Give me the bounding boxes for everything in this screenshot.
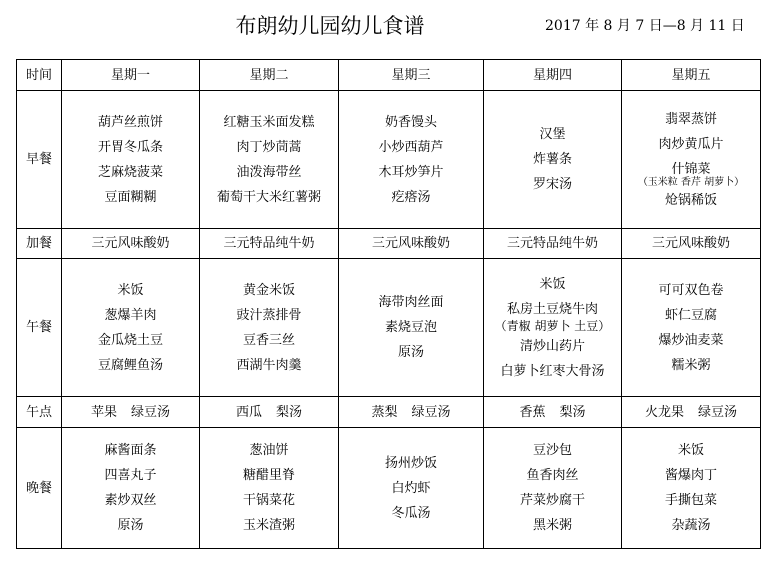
dish: 虾仁豆腐 (664, 307, 717, 323)
dish: 葡萄干大米红薯粥 (216, 189, 321, 205)
menu-cell (622, 259, 761, 397)
menu-cell (200, 91, 339, 229)
menu-cell: 三元特品纯牛奶 (200, 229, 339, 259)
day-header: 星期三 (339, 60, 484, 91)
dish: 黄金米饭 (242, 282, 295, 298)
dish: 手撕包菜 (664, 493, 717, 508)
dish: 汉堡 (539, 127, 566, 142)
dish: 红糖玉米面发糕 (223, 114, 315, 130)
menu-cell: 三元风味酸奶 (622, 229, 761, 259)
menu-cell (484, 259, 622, 397)
dish: 米饭 (539, 276, 566, 292)
menu-cell (200, 428, 339, 549)
dish: 清炒山药片 (519, 338, 585, 354)
menu-cell (339, 91, 484, 229)
dish: 木耳炒笋片 (378, 164, 444, 180)
dish: 米饭 (677, 443, 704, 458)
menu-cell (200, 397, 339, 428)
dish: 酱爆肉丁 (664, 468, 717, 483)
menu-cell (622, 91, 761, 229)
dish: 白灼虾 (391, 480, 431, 496)
menu-cell (62, 397, 200, 428)
menu-cell (62, 428, 200, 549)
dish: 米饭 (117, 282, 144, 298)
dish: 什锦菜 (671, 161, 711, 177)
dish: 扬州炒饭 (384, 455, 437, 471)
dish: 可可双色卷 (658, 282, 724, 298)
dish: 糯米粥 (671, 357, 711, 373)
dish: 素烧豆泡 (384, 320, 437, 335)
dish: 炸薯条 (532, 152, 572, 167)
dish: 黑米粥 (532, 518, 572, 533)
table-row (17, 259, 761, 397)
menu-cell (62, 259, 200, 397)
dish: 翡翠蒸饼 (664, 111, 717, 127)
page-title: 布朗幼儿园幼儿食谱 (235, 14, 425, 38)
menu-cell (484, 428, 622, 549)
dish: 私房土豆烧牛肉 (506, 301, 598, 317)
menu-cell (339, 259, 484, 397)
dish: 原汤 (397, 345, 424, 360)
dish: 干锅菜花 (242, 493, 295, 508)
dish: 蒸梨 (371, 404, 398, 420)
day-header: 星期四 (484, 60, 622, 91)
dish: 麻酱面条 (104, 443, 157, 458)
table-header-row (17, 60, 761, 91)
dish: 苹果 (90, 404, 117, 420)
table-row (17, 229, 761, 259)
dish: 西湖牛肉羹 (236, 357, 302, 373)
dish: 豆腐鲤鱼汤 (97, 357, 163, 373)
dish: 奶香馒头 (384, 114, 437, 130)
menu-cell (200, 259, 339, 397)
table-row (17, 428, 761, 549)
dish-ingredients-note: （玉米粒 香芹 胡萝卜） (637, 176, 745, 188)
menu-cell: 三元风味酸奶 (339, 229, 484, 259)
dish-ingredients-note: （青椒 胡萝卜 土豆） (494, 318, 611, 333)
menu-date-range: 2017 年 8 月 7 日—8 月 11 日 (545, 18, 745, 34)
dish: 玉米渣粥 (242, 518, 295, 533)
dish: 芹菜炒腐干 (519, 493, 585, 508)
meal-label: 晚餐 (17, 428, 62, 549)
dish: 豉汁蒸排骨 (236, 307, 302, 323)
dish: 原汤 (117, 518, 144, 533)
meal-label: 加餐 (17, 229, 62, 259)
dish: 金瓜烧土豆 (97, 332, 163, 348)
menu-cell (339, 397, 484, 428)
menu-table (16, 59, 761, 549)
dish: 豆面糊糊 (104, 189, 157, 205)
dish: 葫芦丝煎饼 (97, 114, 163, 130)
dish: 炝锅稀饭 (664, 192, 717, 208)
menu-cell (484, 397, 622, 428)
dish: 糖醋里脊 (242, 468, 295, 483)
menu-cell (622, 428, 761, 549)
menu-cell: 三元特品纯牛奶 (484, 229, 622, 259)
dish: 素炒双丝 (104, 493, 157, 508)
dish: 香蕉 (519, 404, 546, 420)
dish: 绿豆汤 (698, 404, 738, 420)
dish: 四喜丸子 (104, 468, 157, 483)
dish: 豆沙包 (532, 443, 572, 458)
dish: 肉炒黄瓜片 (658, 136, 724, 152)
dish: 西瓜 (235, 404, 262, 420)
dish: 火龙果 (644, 404, 684, 420)
corner-label: 时间 (17, 60, 62, 91)
dish: 肉丁炒茼蒿 (236, 139, 302, 155)
dish: 豆香三丝 (242, 332, 295, 348)
menu-cell (339, 428, 484, 549)
dish: 绿豆汤 (131, 404, 171, 420)
menu-cell (62, 91, 200, 229)
dish: 芝麻烧菠菜 (97, 164, 163, 180)
meal-label: 午点 (17, 397, 62, 428)
dish: 油泼海带丝 (236, 164, 302, 180)
dish: 梨汤 (559, 404, 586, 420)
table-row (17, 91, 761, 229)
dish: 小炒西葫芦 (378, 139, 444, 155)
dish: 绿豆汤 (411, 404, 451, 420)
dish: 疙瘩汤 (391, 189, 431, 205)
day-header: 星期二 (200, 60, 339, 91)
menu-cell: 三元风味酸奶 (62, 229, 200, 259)
dish: 杂蔬汤 (671, 518, 711, 533)
dish: 白萝卜红枣大骨汤 (500, 363, 605, 379)
menu-cell (484, 91, 622, 229)
dish: 冬瓜汤 (391, 505, 431, 521)
table-row (17, 397, 761, 428)
day-header: 星期五 (622, 60, 761, 91)
menu-cell (622, 397, 761, 428)
dish: 鱼香肉丝 (526, 468, 579, 483)
dish: 海带肉丝面 (378, 295, 444, 310)
day-header: 星期一 (62, 60, 200, 91)
meal-label: 早餐 (17, 91, 62, 229)
dish: 罗宋汤 (532, 177, 572, 192)
dish: 梨汤 (276, 404, 303, 420)
dish: 葱油饼 (249, 443, 289, 458)
dish: 开胃冬瓜条 (97, 139, 163, 155)
dish: 葱爆羊肉 (104, 307, 157, 323)
meal-label: 午餐 (17, 259, 62, 397)
dish: 爆炒油麦菜 (658, 332, 724, 348)
